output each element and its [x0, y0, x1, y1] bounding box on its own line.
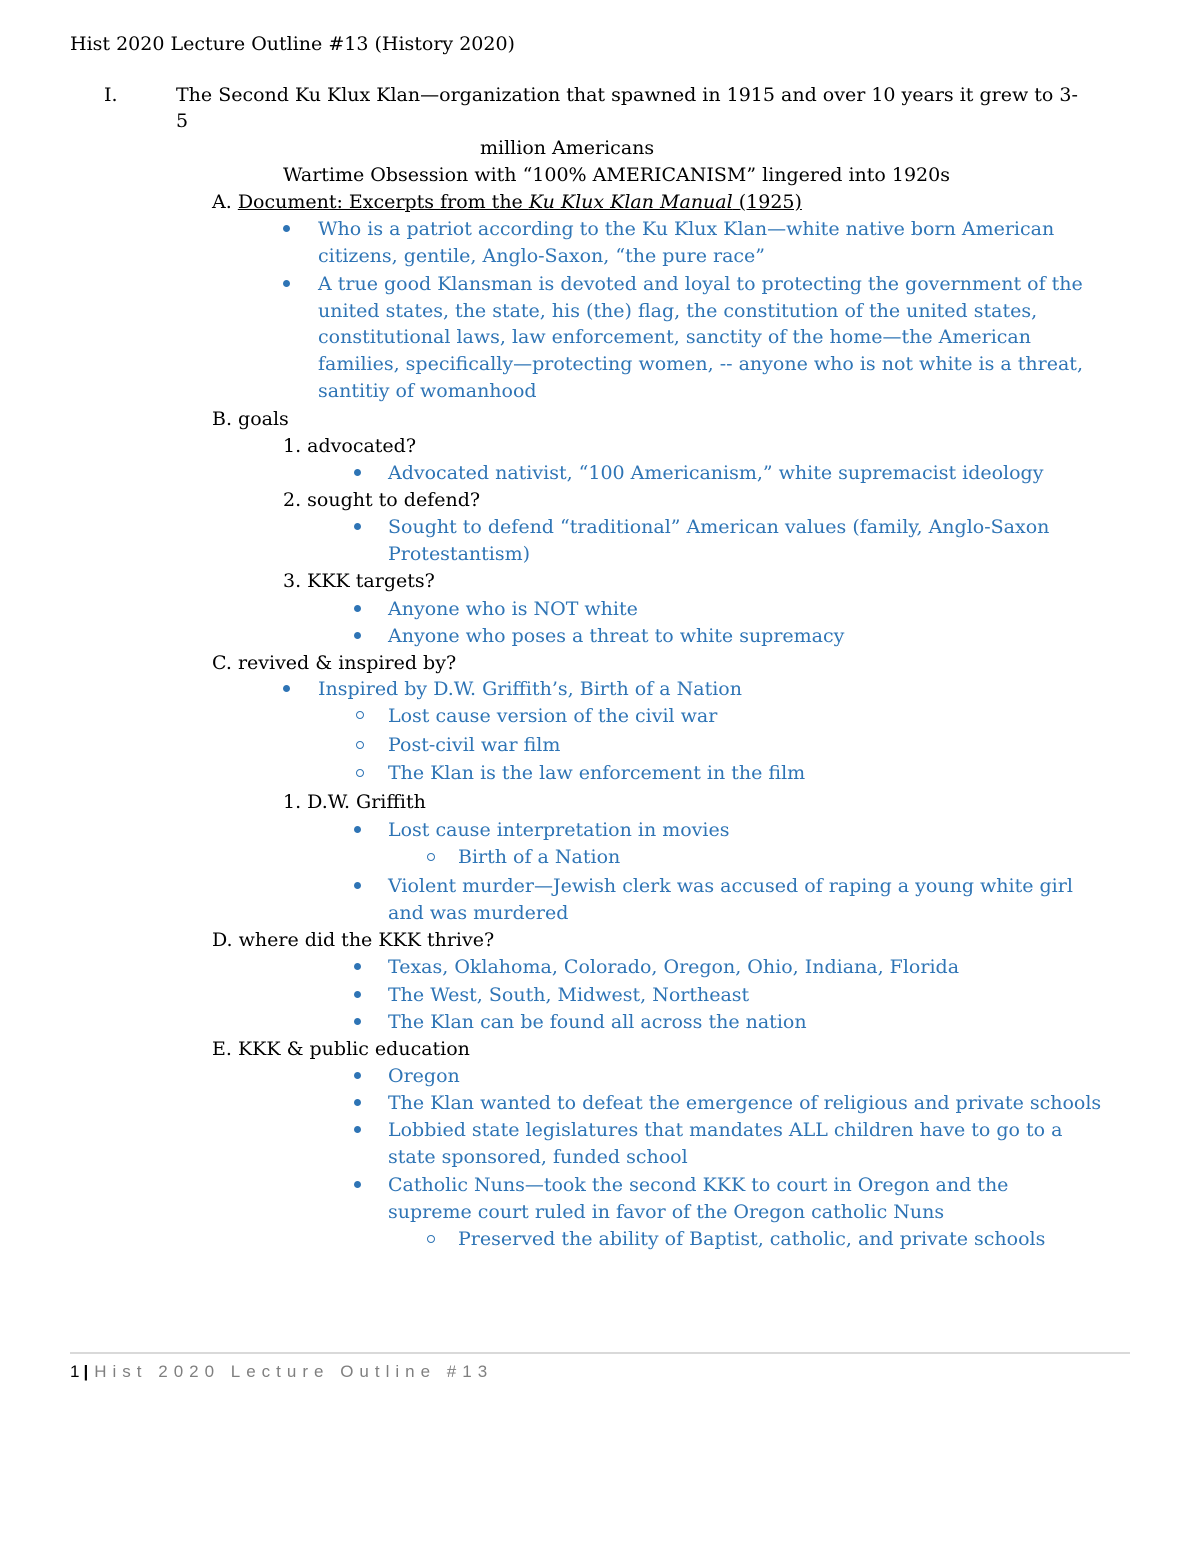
- section-numeral: I.: [104, 84, 118, 106]
- note-a2-line-3: constitutional laws, law enforcement, sanctity of the home—the American: [318, 326, 1032, 348]
- answer-c1-1-sub: Birth of a Nation: [458, 846, 621, 868]
- question-b1: 1. advocated?: [283, 435, 417, 457]
- note-d2: The West, South, Midwest, Northeast: [388, 984, 750, 1006]
- page-number: 1: [70, 1362, 80, 1381]
- note-a2-line-4: families, specifically—protecting women, -- anyone who is not white is a threat,: [318, 353, 1083, 375]
- answer-b1: Advocated nativist, “100 Americanism,” white supremacist ideology: [388, 462, 1044, 484]
- bullet-icon: [283, 225, 290, 232]
- section-heading-line-1: The Second Ku Klux Klan—organization that spawned in 1915 and over 10 years it grew to 3-: [176, 84, 1078, 106]
- circle-bullet-icon: [427, 1235, 435, 1243]
- bullet-icon: [354, 991, 361, 998]
- bullet-icon: [354, 1099, 361, 1106]
- note-e4-line-2: supreme court ruled in favor of the Oregon catholic Nuns: [388, 1201, 945, 1223]
- bullet-icon: [354, 1181, 361, 1188]
- note-e3-line-1: Lobbied state legislatures that mandates ALL children have to go to a: [388, 1119, 1063, 1141]
- section-subtitle: Wartime Obsession with “100% AMERICANISM” lingered into 1920s: [283, 164, 950, 186]
- note-a2-line-1: A true good Klansman is devoted and loyal to protecting the government of the: [318, 273, 1083, 295]
- bullet-icon: [354, 1018, 361, 1025]
- footer: [70, 1360, 493, 1384]
- bullet-icon: [354, 605, 361, 612]
- bullet-icon: [283, 685, 290, 692]
- circle-bullet-icon: [427, 853, 435, 861]
- note-c1-sub-3: The Klan is the law enforcement in the film: [388, 762, 806, 784]
- bullet-icon: [354, 469, 361, 476]
- note-c1-sub-2: Post-civil war film: [388, 734, 561, 756]
- bullet-icon: [354, 632, 361, 639]
- note-a2-line-5: santitiy of womanhood: [318, 380, 537, 402]
- answer-b2-line-1: Sought to defend “traditional” American values (family, Anglo-Saxon: [388, 516, 1050, 538]
- answer-c1-1: Lost cause interpretation in movies: [388, 819, 730, 841]
- note-a1-line-1: Who is a patriot according to the Ku Klux Klan—white native born American: [318, 218, 1055, 240]
- answer-b3-2: Anyone who poses a threat to white supremacy: [388, 625, 845, 647]
- item-e-education: E. KKK & public education: [212, 1038, 470, 1060]
- page-title: Hist 2020 Lecture Outline #13 (History 2020): [70, 33, 515, 55]
- circle-bullet-icon: [356, 711, 364, 719]
- note-d3: The Klan can be found all across the nation: [388, 1011, 807, 1033]
- circle-bullet-icon: [356, 769, 364, 777]
- note-c1: Inspired by D.W. Griffith’s, Birth of a Nation: [318, 678, 742, 700]
- bullet-icon: [354, 523, 361, 530]
- note-c1-sub-1: Lost cause version of the civil war: [388, 705, 718, 727]
- answer-b3-1: Anyone who is NOT white: [388, 598, 638, 620]
- bullet-icon: [354, 882, 361, 889]
- answer-b2-line-2: Protestantism): [388, 543, 531, 565]
- footer-divider: [70, 1352, 1130, 1354]
- note-a1-line-2: citizens, gentile, Anglo-Saxon, “the pure race”: [318, 245, 766, 267]
- item-a-document: A. Document: Excerpts from the Ku Klux Klan Manual (1925): [212, 191, 802, 213]
- note-a2-line-2: united states, the state, his (the) flag, the constitution of the united states,: [318, 300, 1038, 322]
- note-e1: Oregon: [388, 1065, 460, 1087]
- footer-text: Hist 2020 Lecture Outline #13: [94, 1362, 494, 1381]
- note-e2: The Klan wanted to defeat the emergence of religious and private schools: [388, 1092, 1102, 1114]
- bullet-icon: [354, 826, 361, 833]
- item-b-goals: B. goals: [212, 408, 289, 430]
- item-c-inspired: C. revived & inspired by?: [212, 652, 457, 674]
- circle-bullet-icon: [356, 741, 364, 749]
- question-b3: 3. KKK targets?: [283, 570, 435, 592]
- note-e3-line-2: state sponsored, funded school: [388, 1146, 688, 1168]
- question-c1: 1. D.W. Griffith: [283, 791, 426, 813]
- note-e4-sub: Preserved the ability of Baptist, catholic, and private schools: [458, 1228, 1046, 1250]
- answer-c1-2-line-1: Violent murder—Jewish clerk was accused of raping a young white girl: [388, 875, 1073, 897]
- footer-separator: |: [83, 1362, 89, 1381]
- bullet-icon: [354, 963, 361, 970]
- note-d1: Texas, Oklahoma, Colorado, Oregon, Ohio, Indiana, Florida: [388, 956, 960, 978]
- manual-title: Ku Klux Klan Manual: [528, 191, 733, 213]
- section-heading-line-2: 5: [176, 110, 189, 132]
- answer-c1-2-line-2: and was murdered: [388, 902, 569, 924]
- section-heading-line-3: million Americans: [480, 137, 655, 159]
- note-e4-line-1: Catholic Nuns—took the second KKK to court in Oregon and the: [388, 1174, 1009, 1196]
- bullet-icon: [354, 1072, 361, 1079]
- item-d-thrive: D. where did the KKK thrive?: [212, 929, 495, 951]
- bullet-icon: [354, 1126, 361, 1133]
- bullet-icon: [283, 280, 290, 287]
- question-b2: 2. sought to defend?: [283, 489, 481, 511]
